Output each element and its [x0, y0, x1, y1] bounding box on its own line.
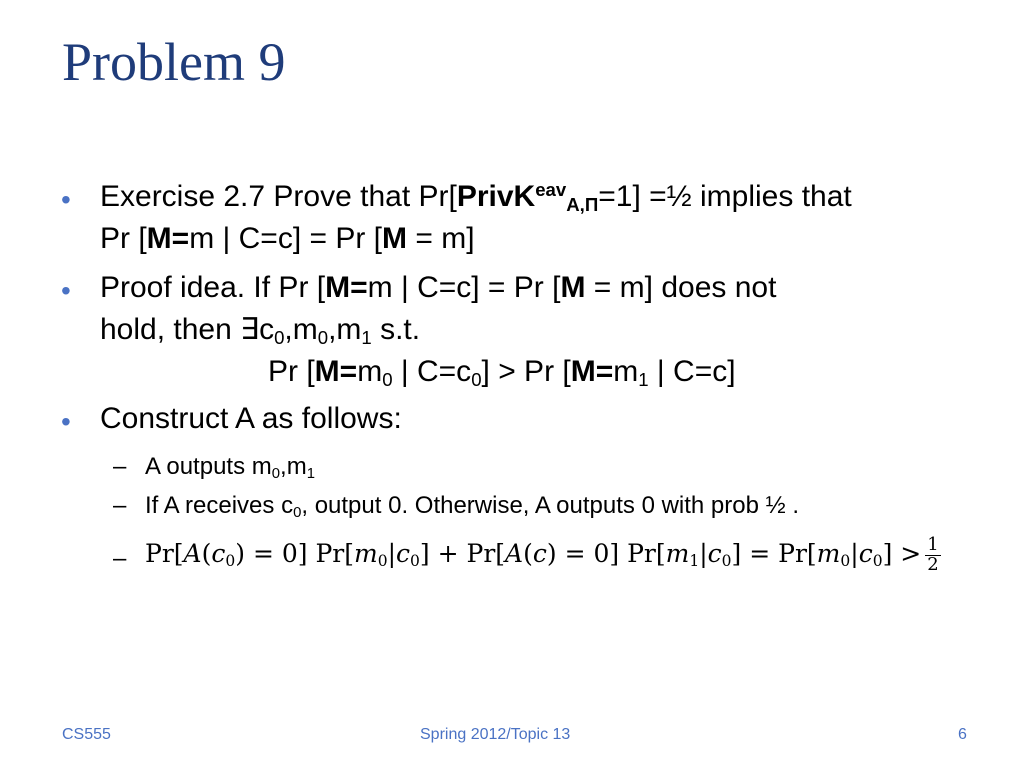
footer-topic: Spring 2012/Topic 13	[420, 726, 571, 743]
footer-course: CS555	[62, 726, 111, 743]
bullet1-line1: Exercise 2.7 Prove that Pr[PrivK$^{eav}_{A,\Pi}$=1] =½ implies that	[100, 178, 852, 216]
slide-title: Problem 9	[62, 32, 286, 92]
bullet3-line: Construct A as follows:	[100, 402, 402, 435]
bullet2-line2: hold, then $\exists c_0,m_0,m_1$ s.t.	[100, 313, 421, 349]
bullet-marker: •	[61, 406, 71, 437]
probability-equation: $Pr[A(c_0) = 0] Pr[m_0|c_0] + Pr[A(c) = 0] Pr[m_1|c_0] = Pr[m_0|c_0]$ > $\frac{1}{2}$	[145, 534, 939, 575]
sub-bullet-dash: –	[113, 492, 127, 519]
bullet2-line1: Proof idea. If Pr [M=m | C=c] = Pr [M = m] does not	[100, 271, 777, 304]
sub-bullet-1: A outputs $m_0,m_1$	[145, 453, 315, 483]
bullet1-line2: Pr [M=m | C=c] = Pr [M = m]	[100, 222, 475, 255]
footer-page-number: 6	[958, 726, 967, 743]
sub-bullet-dash: –	[113, 453, 127, 480]
one-half-fraction: $\frac{1}{2}$	[927, 534, 939, 575]
sub-bullet-dash: –	[113, 545, 127, 572]
bullet-marker: •	[61, 184, 71, 215]
bullet2-line3: Pr [$M=m_0$ | $C=c_0] > Pr$ [$M=m_1$ | C=c]	[268, 355, 736, 391]
sub-bullet-2: If A receives $c_0$, output 0. Otherwise, A outputs 0 with prob ½ .	[145, 492, 799, 522]
bullet-marker: •	[61, 275, 71, 306]
